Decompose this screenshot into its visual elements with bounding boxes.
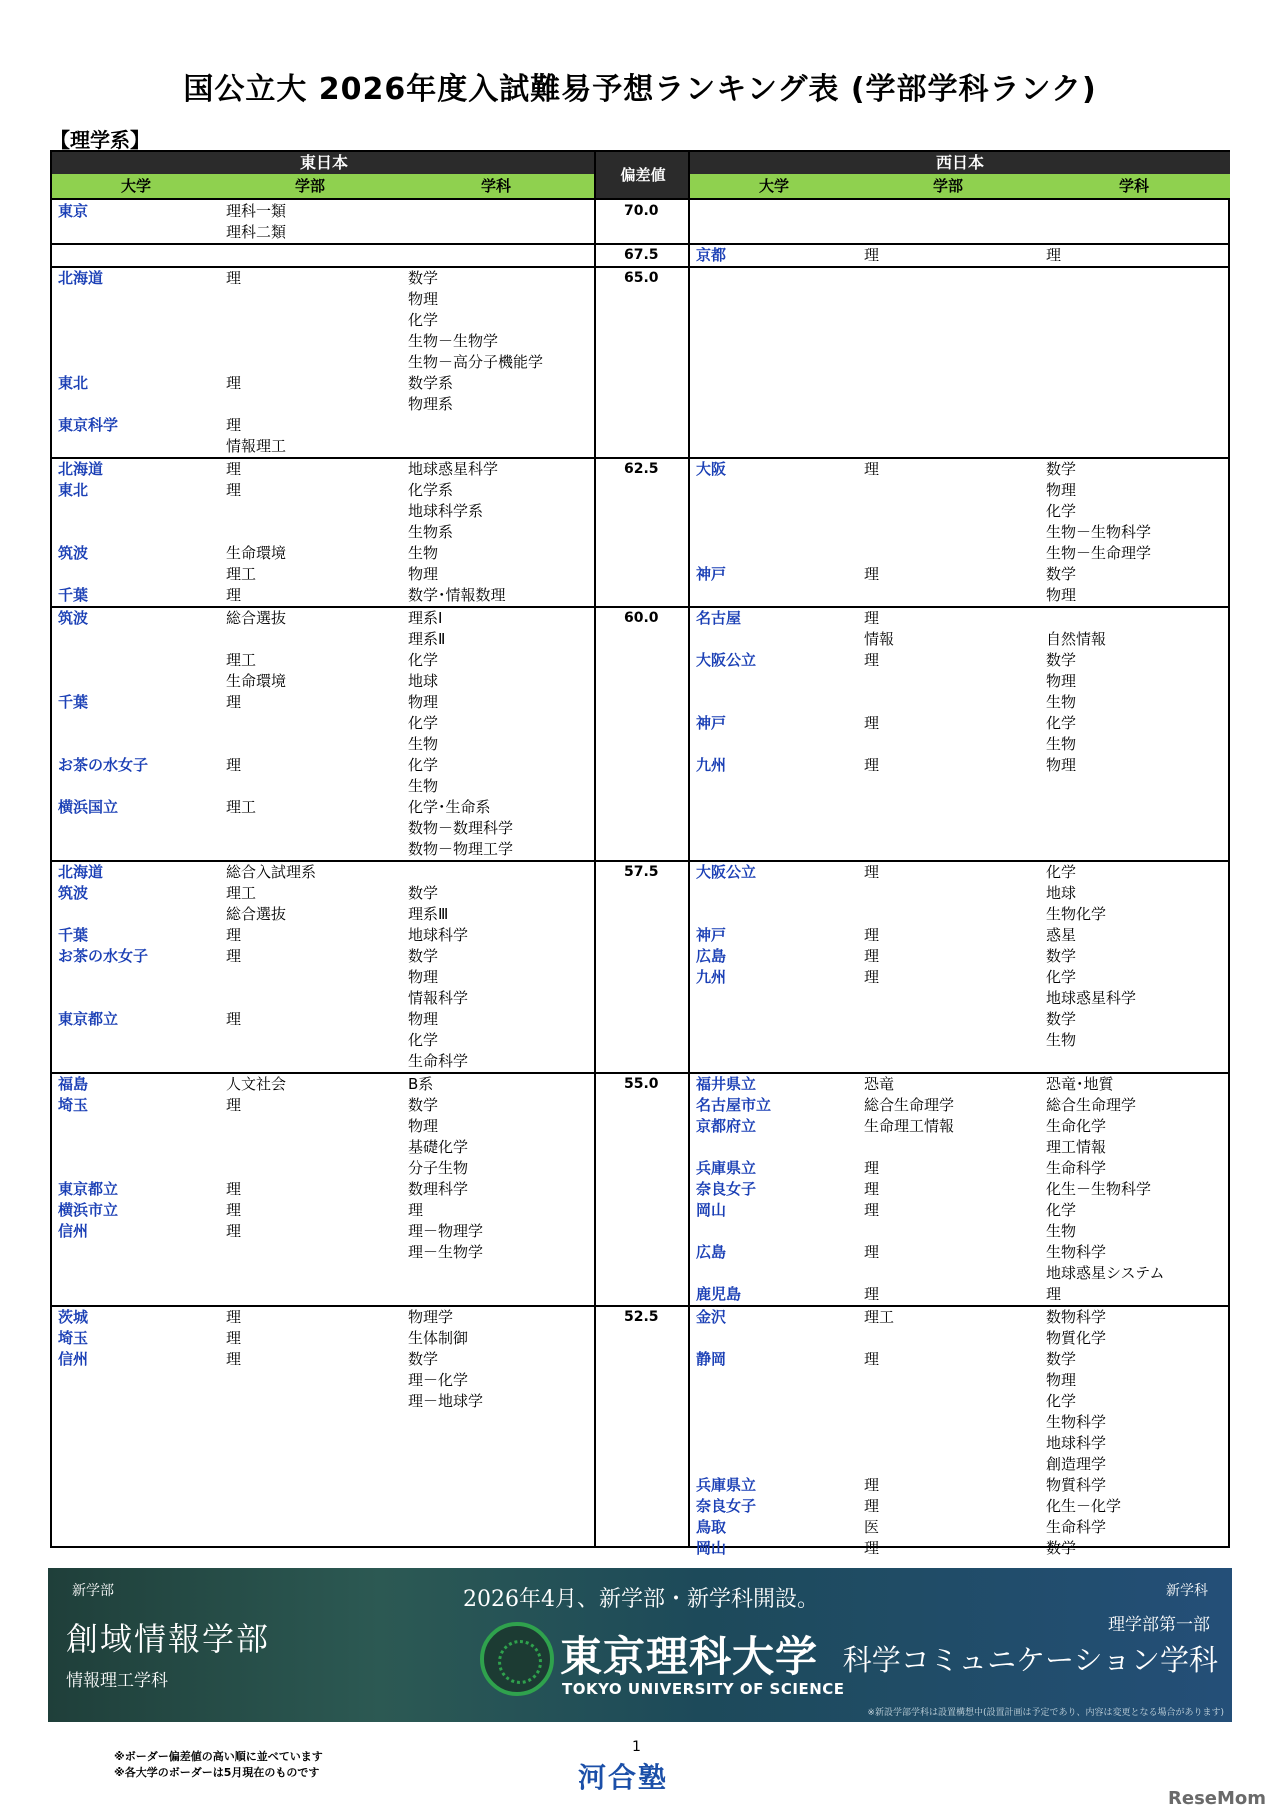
west-uni-cell: 大阪 — [696, 460, 727, 478]
east-uni-cell: 千葉 — [58, 586, 89, 604]
banner-right-title: 科学コミュニケーション学科 — [842, 1643, 1218, 1677]
west-uni-cell: 奈良女子 — [696, 1180, 757, 1198]
east-faculty-cell: 理 — [226, 269, 242, 287]
east-faculty-cell: 理 — [226, 1308, 242, 1326]
east-dept-cell: 化学 — [408, 714, 439, 732]
west-uni-cell: 京都 — [696, 246, 727, 264]
west-dept-cell: 生物 — [1046, 693, 1077, 711]
east-dept-cell: 化学 — [408, 311, 439, 329]
east-faculty-cell: 生命環境 — [226, 672, 287, 690]
east-faculty-cell: 理 — [226, 1010, 242, 1028]
east-uni-cell: 信州 — [58, 1222, 89, 1240]
east-dept-cell: 数理科学 — [408, 1180, 469, 1198]
east-faculty-cell: 総合選抜 — [226, 905, 287, 923]
west-uni-cell: 神戸 — [696, 565, 727, 583]
west-faculty-cell: 総合生命理学 — [864, 1096, 955, 1114]
west-dept-cell: 数学 — [1046, 565, 1077, 583]
east-faculty-cell: 理 — [226, 926, 242, 944]
west-dept-cell: 生命科学 — [1046, 1159, 1107, 1177]
east-dept-cell: 生物－高分子機能学 — [408, 353, 544, 371]
east-uni-cell: 北海道 — [58, 269, 104, 287]
east-faculty-cell: 理工 — [226, 884, 257, 902]
east-uni-cell: 北海道 — [58, 460, 104, 478]
west-dept-cell: 数学 — [1046, 1350, 1077, 1368]
east-uni-cell: 筑波 — [58, 609, 89, 627]
east-dept-cell: B系 — [408, 1075, 434, 1093]
east-faculty-cell: 理 — [226, 416, 242, 434]
west-uni-cell: 鳥取 — [696, 1518, 727, 1536]
west-uni-cell: 大阪公立 — [696, 863, 757, 881]
east-faculty-cell: 理 — [226, 1329, 242, 1347]
west-dept-cell: 地球惑星システム — [1046, 1264, 1165, 1282]
west-faculty-cell: 理 — [864, 1497, 880, 1515]
east-dept-cell: 地球科学系 — [408, 502, 484, 520]
east-faculty-cell: 理工 — [226, 651, 257, 669]
east-dept-cell: 理－地球学 — [408, 1392, 484, 1410]
banner-new-faculty-tag: 新学部 — [72, 1583, 114, 1599]
west-dept-cell: 地球 — [1046, 884, 1077, 902]
page-number: 1 — [632, 1739, 641, 1755]
east-dept-cell: 数学 — [408, 884, 439, 902]
west-dept-cell: 物質科学 — [1046, 1476, 1107, 1494]
east-uni-cell: 信州 — [58, 1350, 89, 1368]
east-header: 東日本 — [52, 152, 596, 174]
west-faculty-cell: 恐竜 — [864, 1075, 895, 1093]
east-faculty-cell: 総合入試理系 — [226, 863, 317, 881]
west-dept-cell: 創造理学 — [1046, 1455, 1107, 1473]
east-dept-cell: 分子生物 — [408, 1159, 469, 1177]
east-uni-cell: お茶の水女子 — [58, 947, 149, 965]
east-faculty-cell: 理 — [226, 481, 242, 499]
west-faculty-cell: 理 — [864, 926, 880, 944]
east-faculty-cell: 総合選抜 — [226, 609, 287, 627]
west-uni-cell: 奈良女子 — [696, 1497, 757, 1515]
west-dept-cell: 物質化学 — [1046, 1329, 1107, 1347]
footer-note-1: ※ボーダー偏差値の高い順に並べています — [114, 1750, 323, 1763]
east-dept-cell: 生物－生物学 — [408, 332, 499, 350]
footer-note-2: ※各大学のボーダーは5月現在のものです — [114, 1766, 320, 1779]
east-faculty-cell: 理工 — [226, 798, 257, 816]
west-dept-cell: 数学 — [1046, 1010, 1077, 1028]
east-dept-cell: 生体制御 — [408, 1329, 469, 1347]
east-dept-cell: 理系Ⅲ — [408, 905, 449, 923]
page-title: 国公立大 2026年度入試難易予想ランキング表 (学部学科ランク) — [183, 72, 1097, 107]
column-divider-left — [594, 152, 596, 1546]
west-uni-cell: 広島 — [696, 1243, 727, 1261]
east-dept-cell: 生物 — [408, 735, 439, 753]
banner-left-sub: 情報理工学科 — [66, 1671, 168, 1691]
west-dept-cell: 化学 — [1046, 968, 1077, 986]
east-dept-cell: 生命科学 — [408, 1052, 469, 1070]
west-dept-cell: 理 — [1046, 1285, 1062, 1303]
east-faculty-cell: 理工 — [226, 565, 257, 583]
east-faculty-cell: 人文社会 — [226, 1075, 287, 1093]
east-dept-cell: 理－化学 — [408, 1371, 469, 1389]
east-uni-cell: 福島 — [58, 1075, 89, 1093]
east-dept-cell: 物理 — [408, 968, 439, 986]
west-dept-cell: 理 — [1046, 246, 1062, 264]
east-faculty-cell: 理 — [226, 1201, 242, 1219]
west-faculty-cell: 理 — [864, 246, 880, 264]
east-uni-cell: 埼玉 — [58, 1329, 89, 1347]
west-uni-cell: 金沢 — [696, 1308, 727, 1326]
east-faculty-cell: 理 — [226, 460, 242, 478]
east-dept-cell: 物理 — [408, 1117, 439, 1135]
east-faculty-cell: 理科一類 — [226, 202, 287, 220]
banner-university-name: 東京理科大学 — [560, 1632, 819, 1681]
west-faculty-cell: 情報 — [864, 630, 895, 648]
deviation-value: 52.5 — [624, 1309, 659, 1325]
west-faculty-cell: 理 — [864, 947, 880, 965]
west-faculty-cell: 理 — [864, 565, 880, 583]
east-dept-cell: 情報科学 — [408, 989, 469, 1007]
west-faculty-cell: 理 — [864, 968, 880, 986]
east-faculty-cell: 生命環境 — [226, 544, 287, 562]
west-faculty-cell: 理 — [864, 1285, 880, 1303]
west-dept-cell: 生物科学 — [1046, 1243, 1107, 1261]
west-col-dept: 学科 — [1118, 177, 1150, 195]
west-dept-cell: 地球惑星科学 — [1046, 989, 1137, 1007]
east-dept-cell: 生物 — [408, 777, 439, 795]
east-dept-cell: 化学･生命系 — [408, 798, 491, 816]
west-dept-cell: 数学 — [1046, 1539, 1077, 1557]
west-faculty-cell: 理 — [864, 1159, 880, 1177]
ranking-table — [50, 150, 1230, 1557]
section-label: 【理学系】 — [50, 128, 150, 152]
west-dept-cell: 生物 — [1046, 1031, 1077, 1049]
east-dept-cell: 数学 — [408, 947, 439, 965]
east-uni-cell: 横浜国立 — [58, 798, 119, 816]
west-uni-cell: 鹿児島 — [696, 1285, 742, 1303]
east-dept-cell: 生物系 — [408, 523, 454, 541]
east-uni-cell: 筑波 — [58, 884, 89, 902]
banner-left-title: 創域情報学部 — [66, 1620, 271, 1658]
east-uni-cell: 東京都立 — [58, 1180, 119, 1198]
deviation-value: 57.5 — [624, 864, 659, 880]
east-faculty-cell: 情報理工 — [226, 437, 287, 455]
west-dept-cell: 化学 — [1046, 863, 1077, 881]
east-dept-cell: 化学系 — [408, 481, 454, 499]
west-uni-cell: 兵庫県立 — [696, 1476, 757, 1494]
west-col-uni: 大学 — [758, 177, 790, 195]
east-dept-cell: 理－物理学 — [408, 1222, 484, 1240]
west-faculty-cell: 理 — [864, 714, 880, 732]
west-dept-cell: 物理 — [1046, 1371, 1077, 1389]
west-uni-cell: 名古屋市立 — [696, 1096, 772, 1114]
west-faculty-cell: 理 — [864, 1180, 880, 1198]
west-uni-cell: 名古屋 — [696, 609, 742, 627]
banner-new-dept-tag: 新学科 — [1166, 1583, 1208, 1599]
east-dept-cell: 数物－数理科学 — [408, 819, 514, 837]
west-dept-cell: 生物－生命理学 — [1046, 544, 1152, 562]
east-uni-cell: お茶の水女子 — [58, 756, 149, 774]
west-dept-cell: 数学 — [1046, 651, 1077, 669]
east-dept-cell: 理－生物学 — [408, 1243, 484, 1261]
west-dept-cell: 物理 — [1046, 672, 1077, 690]
resemom-watermark: ReseMom — [1168, 1788, 1267, 1809]
east-uni-cell: 埼玉 — [58, 1096, 89, 1114]
west-faculty-cell: 理 — [864, 1476, 880, 1494]
east-faculty-cell: 理 — [226, 374, 242, 392]
east-dept-cell: 地球 — [408, 672, 439, 690]
column-divider-right — [688, 152, 690, 1546]
west-faculty-cell: 生命理工情報 — [864, 1117, 955, 1135]
west-uni-cell: 広島 — [696, 947, 727, 965]
east-uni-cell: 東北 — [58, 374, 89, 392]
west-faculty-cell: 理 — [864, 460, 880, 478]
west-dept-cell: 生物 — [1046, 735, 1077, 753]
east-dept-cell: 数学 — [408, 1096, 439, 1114]
east-dept-cell: 地球惑星科学 — [408, 460, 499, 478]
east-dept-cell: 化学 — [408, 651, 439, 669]
west-col-headers — [690, 174, 1230, 198]
west-uni-cell: 神戸 — [696, 926, 727, 944]
west-dept-cell: 生物科学 — [1046, 1413, 1107, 1431]
east-uni-cell: 東京都立 — [58, 1010, 119, 1028]
west-uni-cell: 京都府立 — [696, 1117, 757, 1135]
west-faculty-cell: 医 — [864, 1518, 880, 1536]
west-uni-cell: 大阪公立 — [696, 651, 757, 669]
east-uni-cell: 東京科学 — [58, 416, 119, 434]
west-dept-cell: 化学 — [1046, 1392, 1077, 1410]
east-faculty-cell: 理 — [226, 947, 242, 965]
west-uni-cell: 岡山 — [696, 1539, 727, 1557]
east-faculty-cell: 理 — [226, 1180, 242, 1198]
west-uni-cell: 兵庫県立 — [696, 1159, 757, 1177]
university-seal-icon — [480, 1622, 554, 1696]
east-dept-cell: 理系Ⅱ — [408, 630, 446, 648]
west-dept-cell: 物理 — [1046, 481, 1077, 499]
west-dept-cell: 生物化学 — [1046, 905, 1107, 923]
west-dept-cell: 自然情報 — [1046, 630, 1107, 648]
west-dept-cell: 総合生命理学 — [1046, 1096, 1137, 1114]
west-dept-cell: 化生－生物科学 — [1046, 1180, 1152, 1198]
west-faculty-cell: 理 — [864, 1201, 880, 1219]
west-faculty-cell: 理 — [864, 1350, 880, 1368]
kawaijuku-logo: 河合塾 — [578, 1761, 669, 1794]
banner-headline: 2026年4月、新学部・新学科開設。 — [463, 1587, 819, 1612]
west-dept-cell: 惑星 — [1046, 926, 1077, 944]
deviation-header: 偏差値 — [596, 152, 690, 198]
west-uni-cell: 岡山 — [696, 1201, 727, 1219]
east-col-dept: 学科 — [480, 177, 512, 195]
west-faculty-cell: 理 — [864, 1539, 880, 1557]
east-col-headers — [52, 174, 596, 198]
banner-right-sub: 理学部第一部 — [1108, 1615, 1210, 1635]
east-dept-cell: 数物－物理工学 — [408, 840, 514, 858]
deviation-value: 70.0 — [624, 203, 659, 219]
east-dept-cell: 地球科学 — [408, 926, 469, 944]
west-faculty-cell: 理 — [864, 1243, 880, 1261]
deviation-value: 62.5 — [624, 461, 659, 477]
east-col-uni: 大学 — [120, 177, 152, 195]
east-faculty-cell: 理科二類 — [226, 223, 287, 241]
east-dept-cell: 理系Ⅰ — [408, 609, 443, 627]
west-dept-cell: 数学 — [1046, 460, 1077, 478]
west-dept-cell: 数学 — [1046, 947, 1077, 965]
banner-note: ※新設学部学科は設置構想中(設置計画は予定であり、内容は変更となる場合があります) — [867, 1708, 1224, 1718]
east-dept-cell: 化学 — [408, 1031, 439, 1049]
east-dept-cell: 物理学 — [408, 1308, 454, 1326]
west-dept-cell: 理工情報 — [1046, 1138, 1107, 1156]
east-faculty-cell: 理 — [226, 1222, 242, 1240]
east-uni-cell: 千葉 — [58, 693, 89, 711]
east-dept-cell: 数学 — [408, 269, 439, 287]
east-dept-cell: 物理 — [408, 693, 439, 711]
east-dept-cell: 物理系 — [408, 395, 454, 413]
deviation-value: 55.0 — [624, 1076, 659, 1092]
east-uni-cell: 千葉 — [58, 926, 89, 944]
west-dept-cell: 物理 — [1046, 586, 1077, 604]
east-uni-cell: 筑波 — [58, 544, 89, 562]
east-uni-cell: 東京 — [58, 202, 89, 220]
west-dept-cell: 化学 — [1046, 1201, 1077, 1219]
west-uni-cell: 福井県立 — [696, 1075, 757, 1093]
east-uni-cell: 横浜市立 — [58, 1201, 119, 1219]
east-dept-cell: 基礎化学 — [408, 1138, 469, 1156]
west-uni-cell: 九州 — [696, 756, 727, 774]
west-dept-cell: 地球科学 — [1046, 1434, 1107, 1452]
west-dept-cell: 生物－生物科学 — [1046, 523, 1152, 541]
east-dept-cell: 数学系 — [408, 374, 454, 392]
west-uni-cell: 九州 — [696, 968, 727, 986]
west-dept-cell: 生命化学 — [1046, 1117, 1107, 1135]
east-faculty-cell: 理 — [226, 756, 242, 774]
west-dept-cell: 数物科学 — [1046, 1308, 1107, 1326]
east-col-faculty: 学部 — [294, 177, 326, 195]
west-dept-cell: 恐竜･地質 — [1046, 1075, 1114, 1093]
west-faculty-cell: 理 — [864, 863, 880, 881]
header-divider — [52, 198, 1228, 200]
deviation-value: 65.0 — [624, 270, 659, 286]
west-col-faculty: 学部 — [932, 177, 964, 195]
west-header: 西日本 — [690, 152, 1230, 174]
west-dept-cell: 生命科学 — [1046, 1518, 1107, 1536]
west-uni-cell: 静岡 — [696, 1350, 727, 1368]
west-dept-cell: 化学 — [1046, 714, 1077, 732]
west-faculty-cell: 理工 — [864, 1308, 895, 1326]
university-banner[interactable] — [48, 1568, 1232, 1722]
west-uni-cell: 神戸 — [696, 714, 727, 732]
west-faculty-cell: 理 — [864, 651, 880, 669]
west-dept-cell: 生物 — [1046, 1222, 1077, 1240]
west-dept-cell: 物理 — [1046, 756, 1077, 774]
east-dept-cell: 物理 — [408, 565, 439, 583]
east-dept-cell: 理 — [408, 1201, 424, 1219]
east-dept-cell: 数学･情報数理 — [408, 586, 506, 604]
west-faculty-cell: 理 — [864, 756, 880, 774]
east-dept-cell: 物理 — [408, 1010, 439, 1028]
deviation-value: 60.0 — [624, 610, 659, 626]
west-faculty-cell: 理 — [864, 609, 880, 627]
east-uni-cell: 北海道 — [58, 863, 104, 881]
east-faculty-cell: 理 — [226, 586, 242, 604]
east-dept-cell: 化学 — [408, 756, 439, 774]
east-faculty-cell: 理 — [226, 693, 242, 711]
west-dept-cell: 化生－化学 — [1046, 1497, 1122, 1515]
east-faculty-cell: 理 — [226, 1096, 242, 1114]
east-uni-cell: 東北 — [58, 481, 89, 499]
banner-university-english: TOKYO UNIVERSITY OF SCIENCE — [562, 1680, 845, 1698]
east-uni-cell: 茨城 — [58, 1308, 89, 1326]
west-dept-cell: 化学 — [1046, 502, 1077, 520]
east-dept-cell: 数学 — [408, 1350, 439, 1368]
east-faculty-cell: 理 — [226, 1350, 242, 1368]
east-dept-cell: 物理 — [408, 290, 439, 308]
east-dept-cell: 生物 — [408, 544, 439, 562]
deviation-value: 67.5 — [624, 247, 659, 263]
